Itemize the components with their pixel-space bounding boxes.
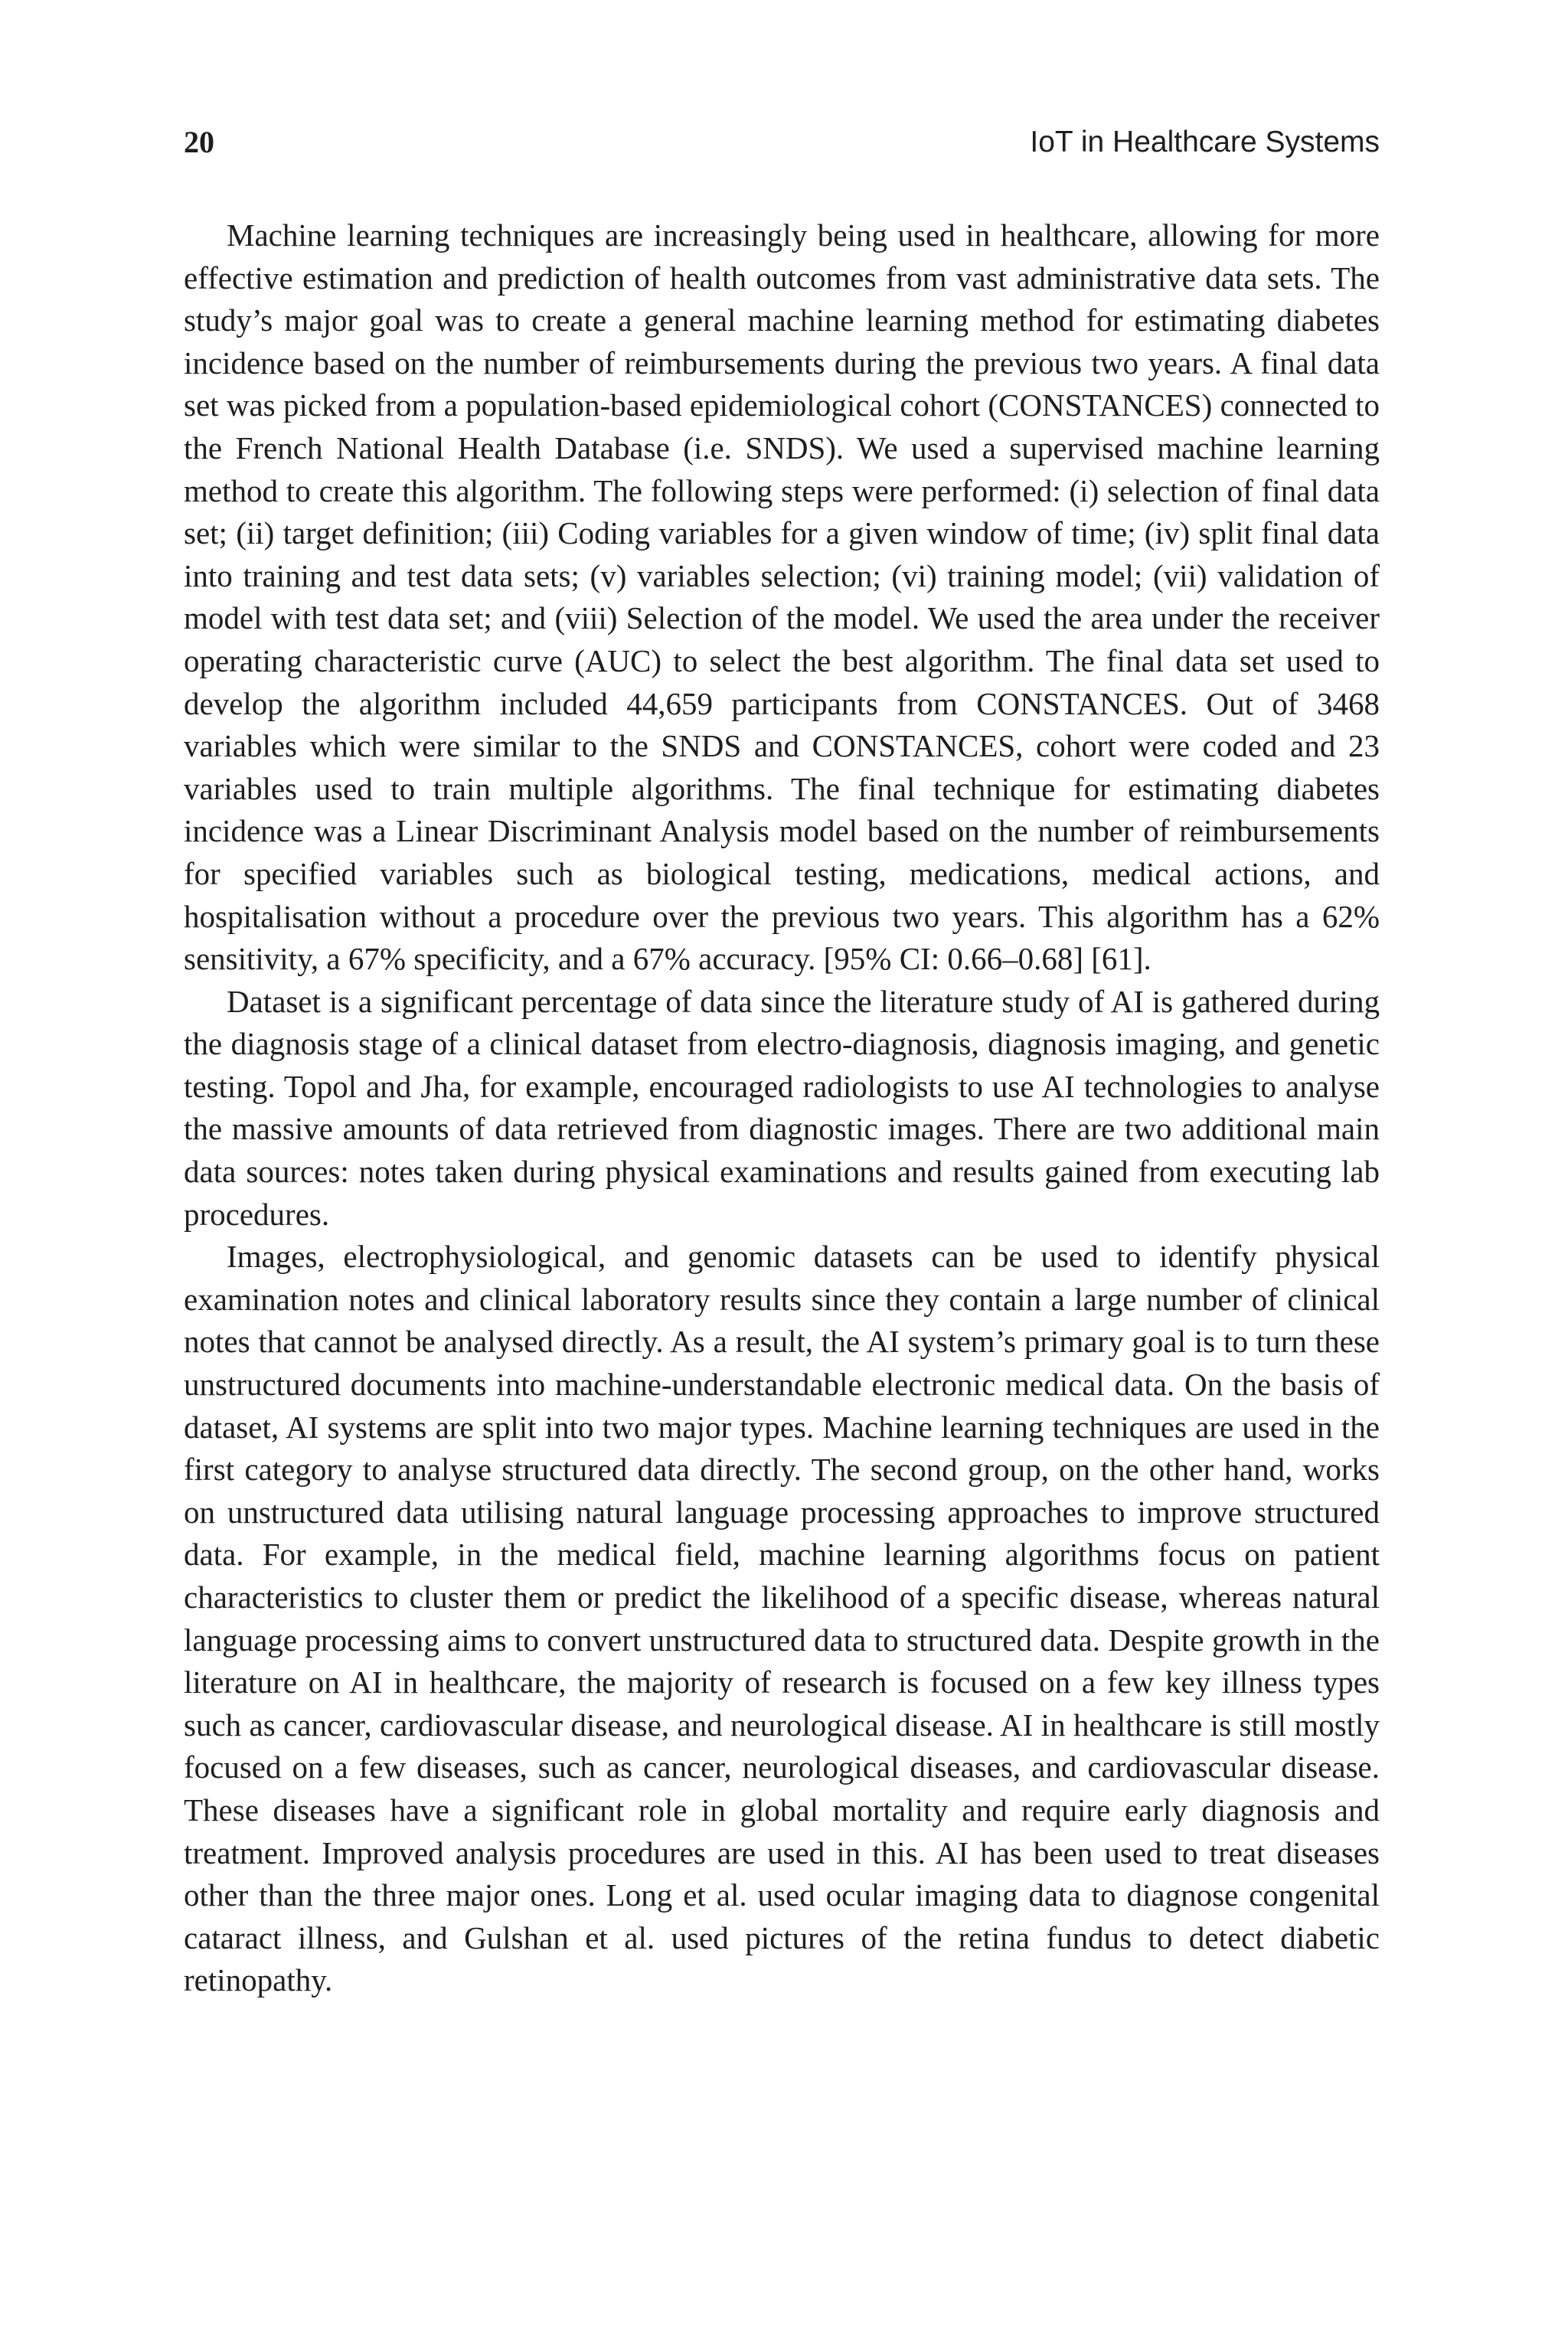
paragraph-ai-systems: Images, electrophysiological, and genomic datasets can be used to identify physical examination notes and clinical laboratory results since they contain a large number of clinical notes that cannot be analysed directly. As a result, the AI system’s primary goal is to turn these unstructured documents into machine-understandable electronic medical data. On the basis of dataset, AI systems are split into two major types. Machine learning techniques are used in the first category to analyse structured data directly. The second group, on the other hand, works on unstructured data utilising natural language processing approaches to improve structured data. For example, in the medical field, machine learning algorithms focus on patient characteristics to cluster them or predict the likelihood of a specific disease, whereas natural language processing aims to convert unstructured data to structured data. Despite growth in the literature on AI in healthcare, the majority of research is focused on a few key illness types such as cancer, cardiovascular disease, and neurological disease. AI in healthcare is still mostly focused on a few diseases, such as cancer, neurological diseases, and cardiovascular disease. These diseases have a significant role in global mortality and require early diagnosis and treatment. Improved analysis procedures are used in this. AI has been used to treat diseases other than the three major ones. Long et al. used ocular imaging data to diagnose congenital cataract illness, and Gulshan et al. used pictures of the retina fundus to detect diabetic retinopathy. bbox=[184, 1239, 1380, 1998]
running-title: IoT in Healthcare Systems bbox=[1030, 126, 1380, 158]
page-number: 20 bbox=[184, 125, 214, 159]
paragraph-dataset: Dataset is a significant percentage of data since the literature study of AI is gathered during the diagnosis stage of a clinical dataset from electro-diagnosis, diagnosis imaging, and genetic testing. Topol and Jha, for example, encouraged radiologists to use AI technologies to analyse the massive amounts of data retrieved from diagnostic images. There are two additional main data sources: notes taken during physical examinations and results gained from executing lab procedures. bbox=[184, 983, 1380, 1232]
body-text bbox=[184, 214, 1380, 2002]
paragraph-ml-diabetes: Machine learning techniques are increasingly being used in healthcare, allowing for more effective estimation and prediction of health outcomes from vast administrative data sets. The study’s major goal was to create a general machine learning method for estimating diabetes incidence based on the number of reimbursements during the previous two years. A final data set was picked from a population-based epidemiological cohort (CONSTANCES) connected to the French National Health Database (i.e. SNDS). We used a supervised machine learning method to create this algorithm. The following steps were performed: (i) selection of final data set; (ii) target definition; (iii) Coding variables for a given window of time; (iv) split final data into training and test data sets; (v) variables selection; (vi) training model; (vii) validation of model with test data set; and (viii) Selection of the model. We used the area under the receiver operating characteristic curve (AUC) to select the best algorithm. The final data set used to develop the algorithm included 44,659 participants from CONSTANCES. Out of 3468 variables which were similar to the SNDS and CONSTANCES, cohort were coded and 23 variables used to train multiple algorithms. The final technique for estimating diabetes incidence was a Linear Discriminant Analysis model based on the number of reimbursements for specified variables such as biological testing, medications, medical actions, and hospitalisation without a procedure over the previous two years. This algorithm has a 62% sensitivity, a 67% specificity, and a 67% accuracy. [95% CI: 0.66–0.68] [61]. bbox=[184, 217, 1380, 977]
running-header bbox=[184, 121, 1380, 164]
